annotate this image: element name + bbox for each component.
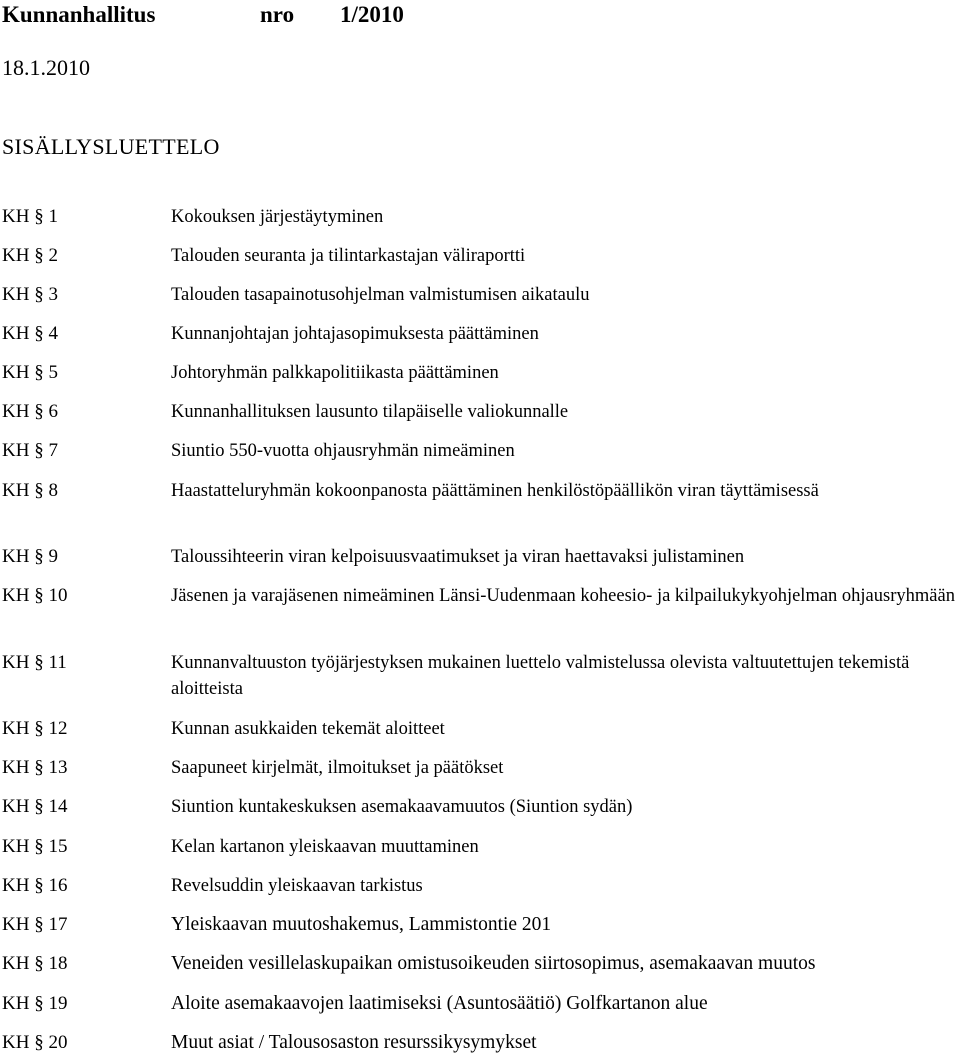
section-code: KH § 9 (2, 546, 58, 567)
section-code: KH § 3 (2, 284, 58, 305)
section-code: KH § 20 (2, 1032, 68, 1053)
section-topic: Saapuneet kirjelmät, ilmoitukset ja päätökset (171, 758, 504, 778)
section-code: KH § 6 (2, 401, 58, 422)
section-code: KH § 10 (2, 585, 68, 606)
section-topic: Talouden seuranta ja tilintarkastajan väliraportti (171, 246, 526, 266)
section-topic: Yleiskaavan muutoshakemus, Lammistontie 201 (171, 914, 552, 935)
section-code: KH § 13 (2, 757, 68, 778)
section-topic: Kelan kartanon yleiskaavan muuttaminen (171, 837, 479, 857)
section-topic: Talouden tasapainotusohjelman valmistumisen aikataulu (171, 285, 590, 305)
section-topic: Siuntion kuntakeskuksen asemakaavamuutos (Siuntion sydän) (171, 797, 633, 817)
section-topic: Kokouksen järjestäytyminen (171, 207, 384, 227)
section-topic: Taloussihteerin viran kelpoisuusvaatimukset ja viran haettavaksi julistaminen (171, 547, 745, 567)
section-code: KH § 7 (2, 440, 58, 461)
section-code: KH § 5 (2, 362, 58, 383)
toc-title: SISÄLLYSLUETTELO (2, 134, 220, 159)
section-topic: Kunnan asukkaiden tekemät aloitteet (171, 719, 445, 739)
section-code: KH § 8 (2, 480, 58, 501)
section-topic: Kunnanhallituksen lausunto tilapäiselle valiokunnalle (171, 402, 569, 422)
section-topic: Kunnanjohtajan johtajasopimuksesta päättäminen (171, 324, 539, 344)
section-code: KH § 17 (2, 914, 68, 935)
section-topic: Siuntio 550-vuotta ohjausryhmän nimeäminen (171, 441, 515, 461)
section-topic: Haastatteluryhmän kokoonpanosta päättäminen henkilöstöpäällikön viran täyttämisessä (171, 481, 819, 501)
section-code: KH § 16 (2, 875, 68, 896)
section-code: KH § 2 (2, 245, 58, 266)
meeting-number: 1/2010 (340, 2, 404, 27)
section-code: KH § 12 (2, 718, 68, 739)
section-code: KH § 19 (2, 993, 68, 1014)
section-topic: Revelsuddin yleiskaavan tarkistus (171, 876, 423, 896)
section-code: KH § 18 (2, 953, 68, 974)
section-topic: Muut asiat / Talousosaston resurssikysymykset (171, 1032, 537, 1053)
section-topic: Veneiden vesillelaskupaikan omistusoikeuden siirtosopimus, asemakaavan muutos (171, 953, 816, 974)
section-topic: Johtoryhmän palkkapolitiikasta päättäminen (171, 363, 499, 383)
nro-label: nro (260, 2, 295, 27)
meeting-date: 18.1.2010 (2, 55, 90, 80)
section-topic: Kunnanvaltuuston työjärjestyksen mukainen luettelo valmistelussa olevista valtuutettujen tekemistä aloitteista (171, 653, 910, 699)
section-code: KH § 14 (2, 796, 68, 817)
section-code: KH § 11 (2, 652, 67, 673)
organization-name: Kunnanhallitus (2, 2, 156, 27)
section-topic: Aloite asemakaavojen laatimiseksi (Asuntosäätiö) Golfkartanon alue (171, 993, 708, 1014)
section-code: KH § 1 (2, 206, 58, 227)
section-code: KH § 4 (2, 323, 58, 344)
section-topic: Jäsenen ja varajäsenen nimeäminen Länsi-Uudenmaan koheesio- ja kilpailukykyohjelman ohjausryhmään (171, 586, 955, 606)
section-code: KH § 15 (2, 836, 68, 857)
